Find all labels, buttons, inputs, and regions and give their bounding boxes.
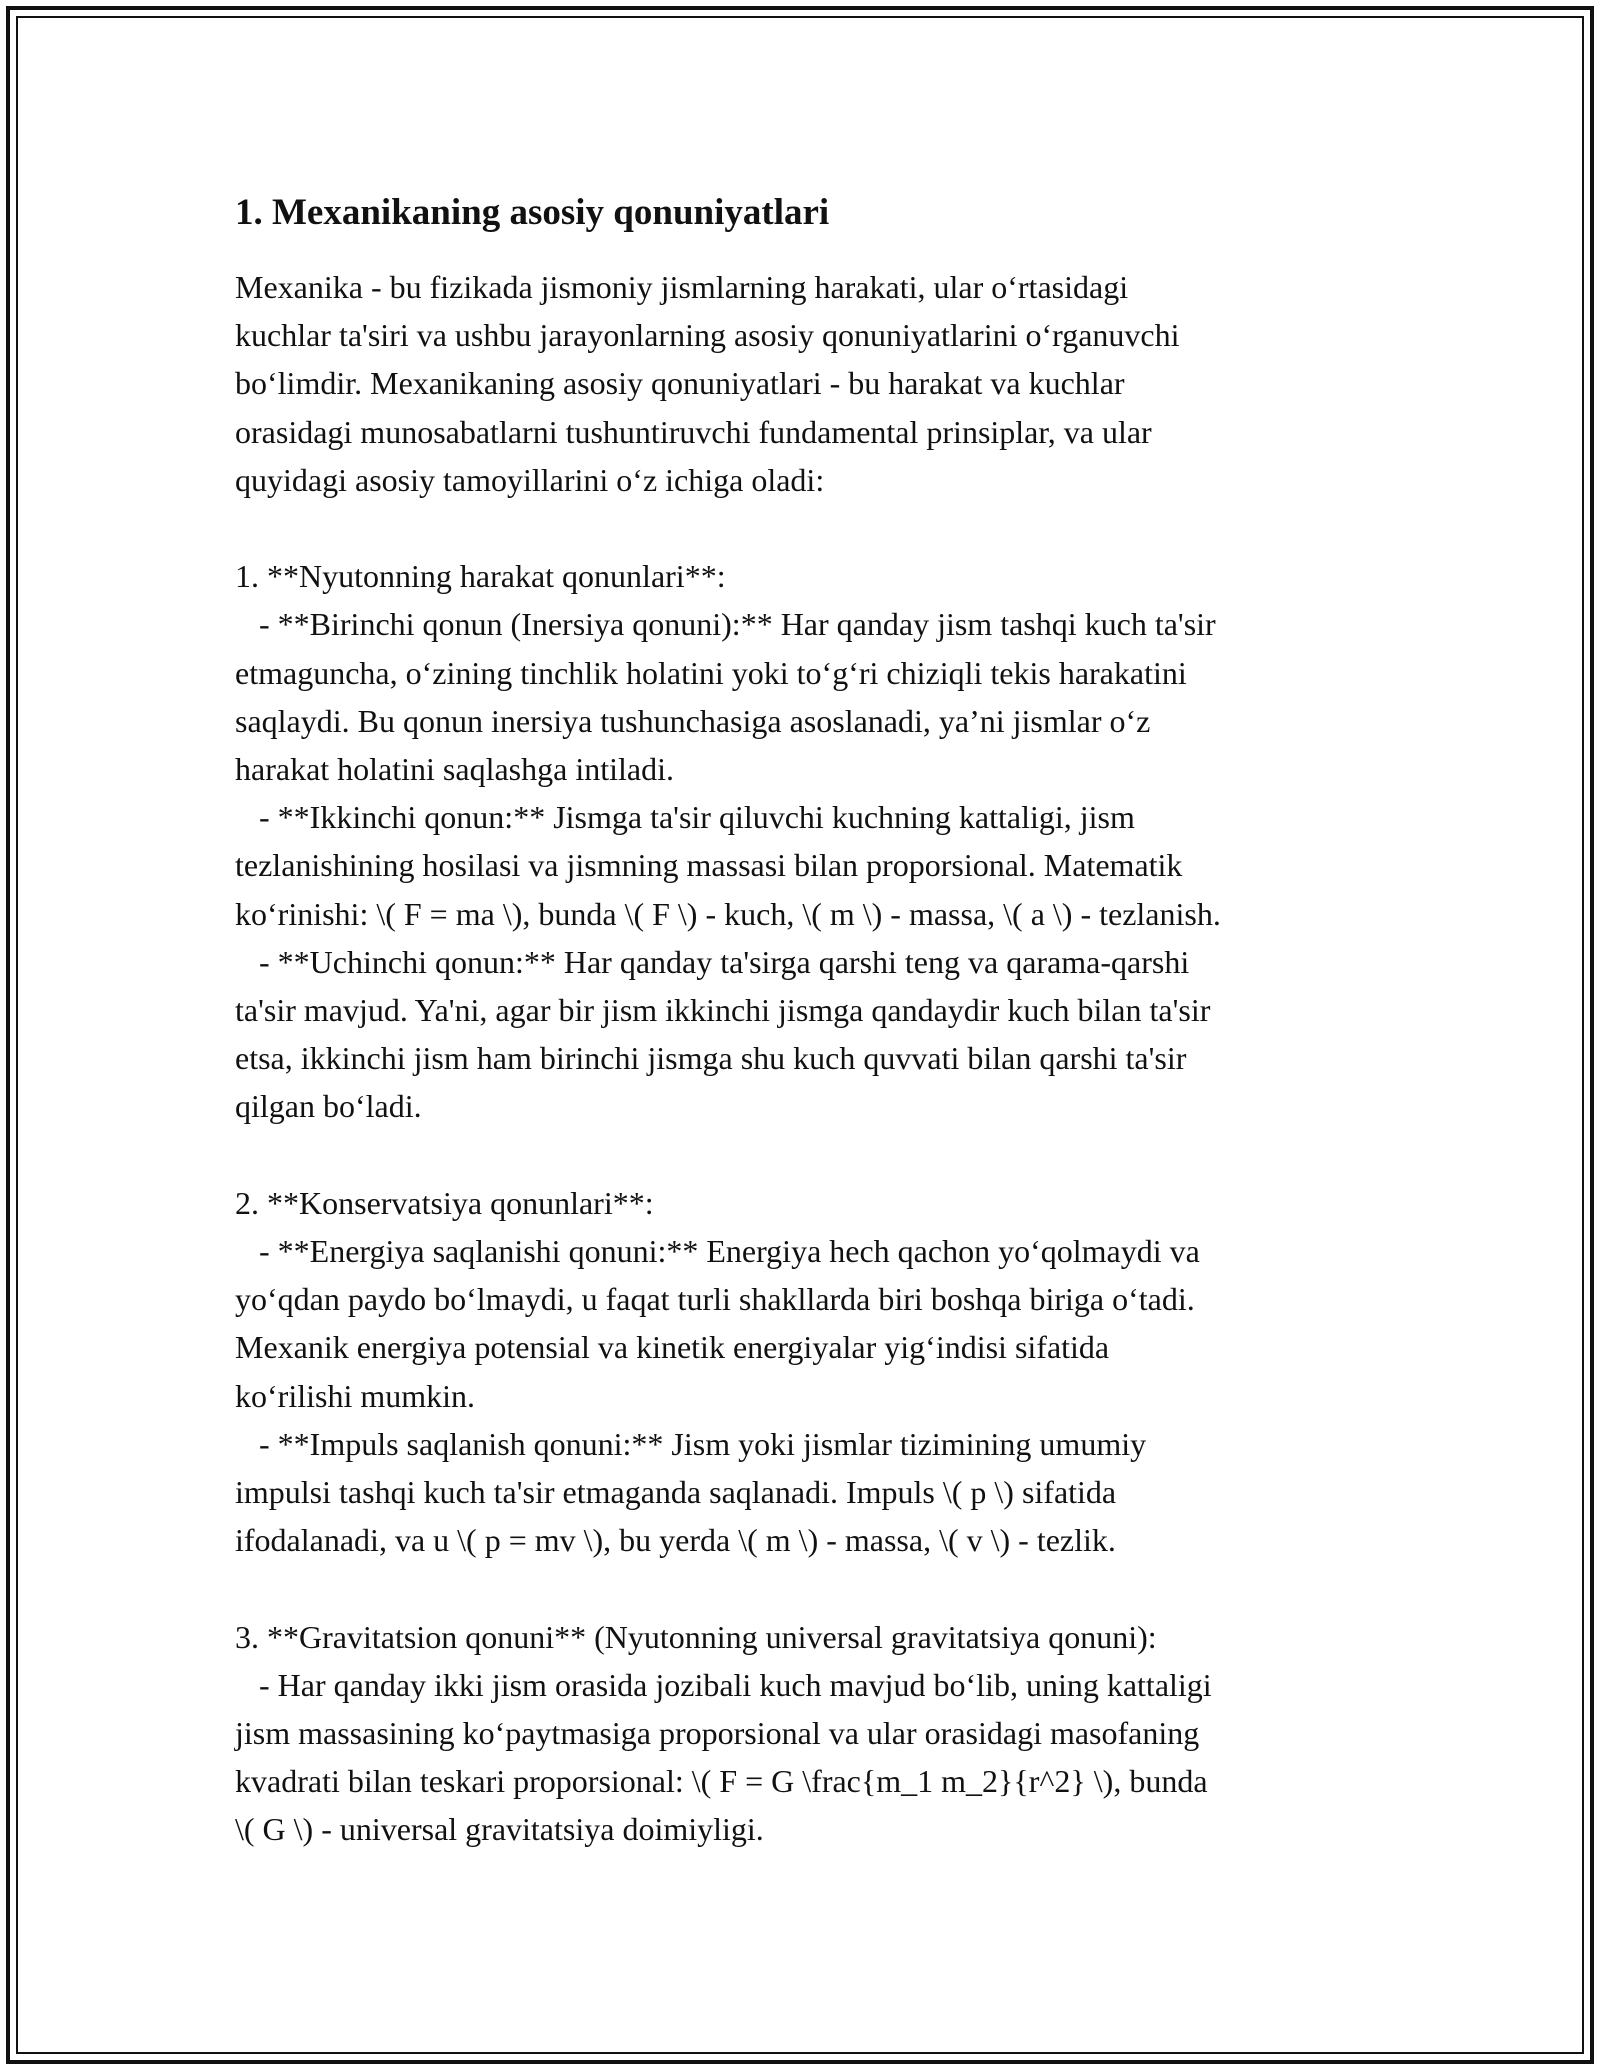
document-title: 1. Mexanikaning asosiy qonuniyatlari — [235, 192, 830, 233]
text-line: - **Energiya saqlanishi qonuni:** Energiya hech qachon yo‘qolmaydi va — [235, 1233, 1200, 1270]
document-body — [235, 185, 1415, 1854]
text-line: \( G \) - universal gravitatsiya doimiyligi. — [235, 1811, 764, 1848]
text-line: 1. **Nyutonning harakat qonunlari**: — [235, 558, 726, 595]
text-line: ko‘rilishi mumkin. — [235, 1377, 475, 1414]
text-line: ko‘rinishi: \( F = ma \), bunda \( F \) - kuch, \( m \) - massa, \( a \) - tezlanish. — [235, 895, 1221, 932]
text-line: qilgan bo‘ladi. — [235, 1088, 422, 1125]
text-line: impulsi tashqi kuch ta'sir etmaganda saqlanadi. Impuls \( p \) sifatida — [235, 1474, 1117, 1511]
text-line: 3. **Gravitatsion qonuni** (Nyutonning universal gravitatsiya qonuni): — [235, 1618, 1157, 1655]
text-line: - **Uchinchi qonun:** Har qanday ta'sirga qarshi teng va qarama-qarshi — [235, 943, 1190, 980]
text-line: orasidagi munosabatlarni tushuntiruvchi fundamental prinsiplar, va ular — [235, 413, 1152, 450]
blank-line — [235, 1564, 1415, 1612]
text-line: kuchlar ta'siri va ushbu jarayonlarning asosiy qonuniyatlarini o‘rganuvchi — [235, 317, 1180, 354]
blank-line — [235, 1131, 1415, 1179]
text-line: etmaguncha, o‘zining tinchlik holatini yoki to‘g‘ri chiziqli tekis harakatini — [235, 654, 1187, 691]
text-line: 2. **Konservatsiya qonunlari**: — [235, 1184, 654, 1221]
text-line: - Har qanday ikki jism orasida jozibali kuch mavjud bo‘lib, uning kattaligi — [235, 1666, 1212, 1703]
text-line: - **Ikkinchi qonun:** Jismga ta'sir qiluvchi kuchning kattaligi, jism — [235, 799, 1135, 836]
text-line: jism massasining ko‘paytmasiga proporsional va ular orasidagi masofaning — [235, 1715, 1200, 1752]
text-line: harakat holatini saqlashga intiladi. — [235, 751, 674, 788]
text-line: ta'sir mavjud. Ya'ni, agar bir jism ikkinchi jismga qandaydir kuch bilan ta'sir — [235, 992, 1211, 1029]
text-line: - **Birinchi qonun (Inersiya qonuni):** Har qanday jism tashqi kuch ta'sir — [235, 606, 1216, 643]
text-line: saqlaydi. Bu qonun inersiya tushunchasiga asoslanadi, ya’ni jismlar o‘z — [235, 702, 1151, 739]
text-line: etsa, ikkinchi jism ham birinchi jismga shu kuch quvvati bilan qarshi ta'sir — [235, 1040, 1187, 1077]
text-line: kvadrati bilan teskari proporsional: \( F = G \frac{m_1 m_2}{r^2} \), bunda — [235, 1763, 1208, 1800]
text-line: bo‘limdir. Mexanikaning asosiy qonuniyatlari - bu harakat va kuchlar — [235, 365, 1125, 402]
text-line: ifodalanadi, va u \( p = mv \), bu yerda \( m \) - massa, \( v \) - tezlik. — [235, 1522, 1116, 1559]
text-line: - **Impuls saqlanish qonuni:** Jism yoki jismlar tizimining umumiy — [235, 1425, 1147, 1462]
document-text — [235, 263, 1415, 1854]
text-line: yo‘qdan paydo bo‘lmaydi, u faqat turli shakllarda biri boshqa biriga o‘tadi. — [235, 1281, 1195, 1318]
text-line: Mexanika - bu fizikada jismoniy jismlarning harakati, ular o‘rtasidagi — [235, 269, 1129, 305]
text-line: quyidagi asosiy tamoyillarini o‘z ichiga oladi: — [235, 461, 825, 498]
blank-line — [235, 504, 1415, 552]
text-line: tezlanishining hosilasi va jismning massasi bilan proporsional. Matematik — [235, 847, 1183, 884]
text-line: Mexanik energiya potensial va kinetik energiyalar yig‘indisi sifatida — [235, 1329, 1110, 1366]
